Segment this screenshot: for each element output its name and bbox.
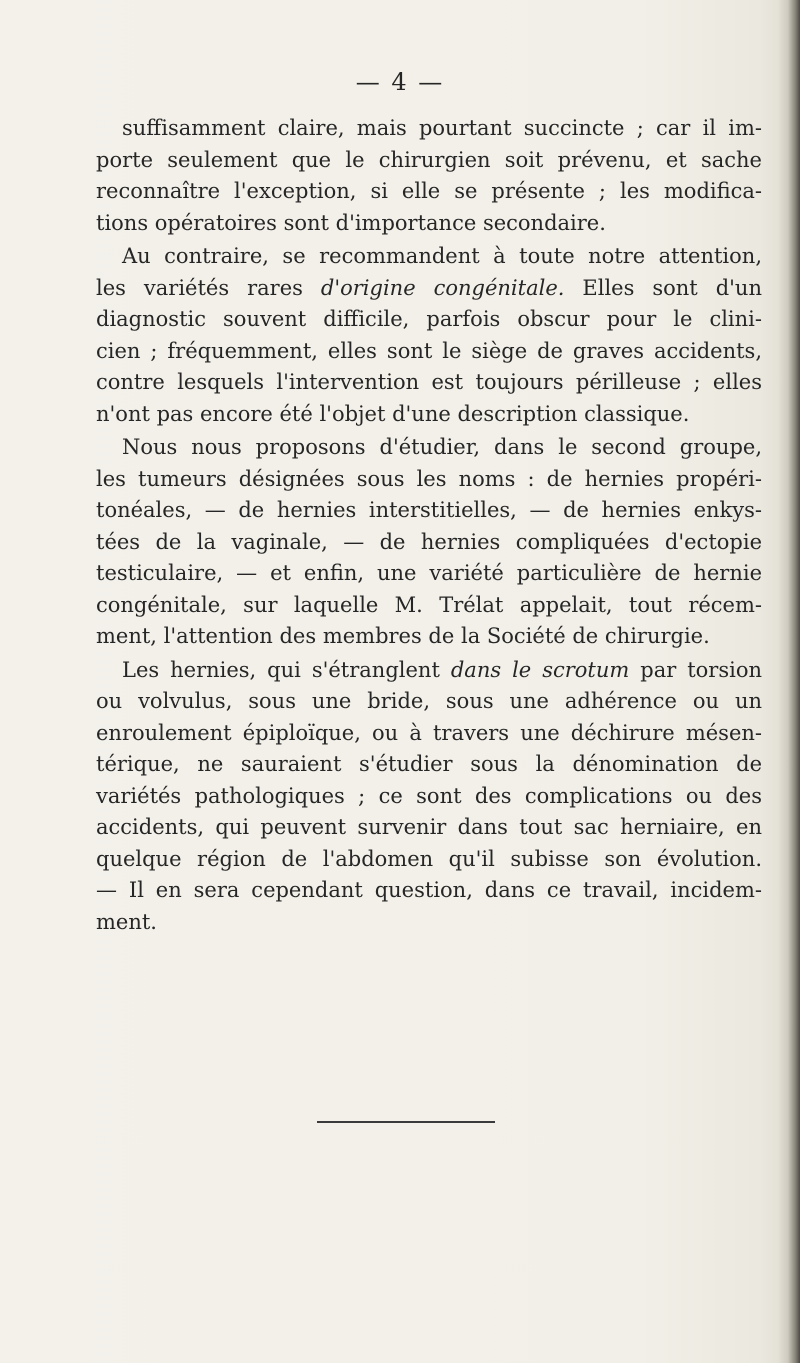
text-line: térique, ne sauraient s'étudier sous la dénomination de [96,752,762,776]
text-line: suffisamment claire, mais pourtant succincte ; car il im- [122,116,762,140]
paragraph-3 [96,432,762,653]
italic-term: dans le scrotum [450,657,630,682]
text-line: reconnaître l'exception, si elle se présente ; les modifica- [96,179,762,203]
text-line: testiculaire, — et enfin, une variété particulière de hernie [96,561,762,585]
text-line: diagnostic souvent difficile, parfois obscur pour le clini- [96,307,762,331]
text-line-with-italic [96,655,762,687]
body-text [96,113,762,938]
text-line: tions opératoires sont d'importance secondaire. [96,210,606,235]
text-line: congénitale, sur laquelle M. Trélat appelait, tout récem- [96,592,762,617]
text-line: n'ont pas encore été l'objet d'une description classique. [96,401,690,426]
text-run: par torsion [629,657,763,682]
text-run: Elles sont d'un [564,275,762,300]
text-line: accidents, qui peuvent survenir dans tout sac herniaire, en [96,815,762,839]
text-line: ou volvulus, sous une bride, sous une adhérence ou un [96,689,762,713]
text-run: les variétés rares [96,275,321,300]
text-run: Les hernies, qui s'étranglent [122,657,451,682]
paragraph-2 [96,241,762,430]
text-line: ment, l'attention des membres de la Société de chirurgie. [96,624,710,648]
text-line: variétés pathologiques ; ce sont des complications ou des [96,783,762,808]
text-line: — Il en sera cependant question, dans ce travail, incidem- [96,878,762,902]
page-binding-shadow [778,0,800,1363]
end-rule [317,1121,495,1123]
page-number: — 4 — [355,68,445,96]
text-line: cien ; fréquemment, elles sont le siège de graves accidents, [96,338,762,363]
text-line: porte seulement que le chirurgien soit prévenu, et sache [96,147,762,172]
text-line: contre lesquels l'intervention est toujours périlleuse ; elles [96,370,762,394]
paragraph-1 [96,113,762,239]
text-line: les tumeurs désignées sous les noms : de hernies propéri- [96,466,762,491]
italic-term: d'origine congénitale. [320,275,565,300]
text-line: tées de la vaginale, — de hernies compliquées d'ectopie [96,529,762,554]
text-line: quelque région de l'abdomen qu'il subisse son évolution. [96,846,762,871]
paragraph-4 [96,655,762,939]
text-line: tonéales, — de hernies interstitielles, — de hernies enkys- [96,498,762,522]
text-line: ment. [96,909,157,934]
text-line-with-italic [96,273,762,305]
text-line: Au contraire, se recommandent à toute notre attention, [122,244,762,268]
text-line: enroulement épiploïque, ou à travers une déchirure mésen- [96,720,762,745]
text-line: Nous nous proposons d'étudier, dans le second groupe, [122,435,762,459]
